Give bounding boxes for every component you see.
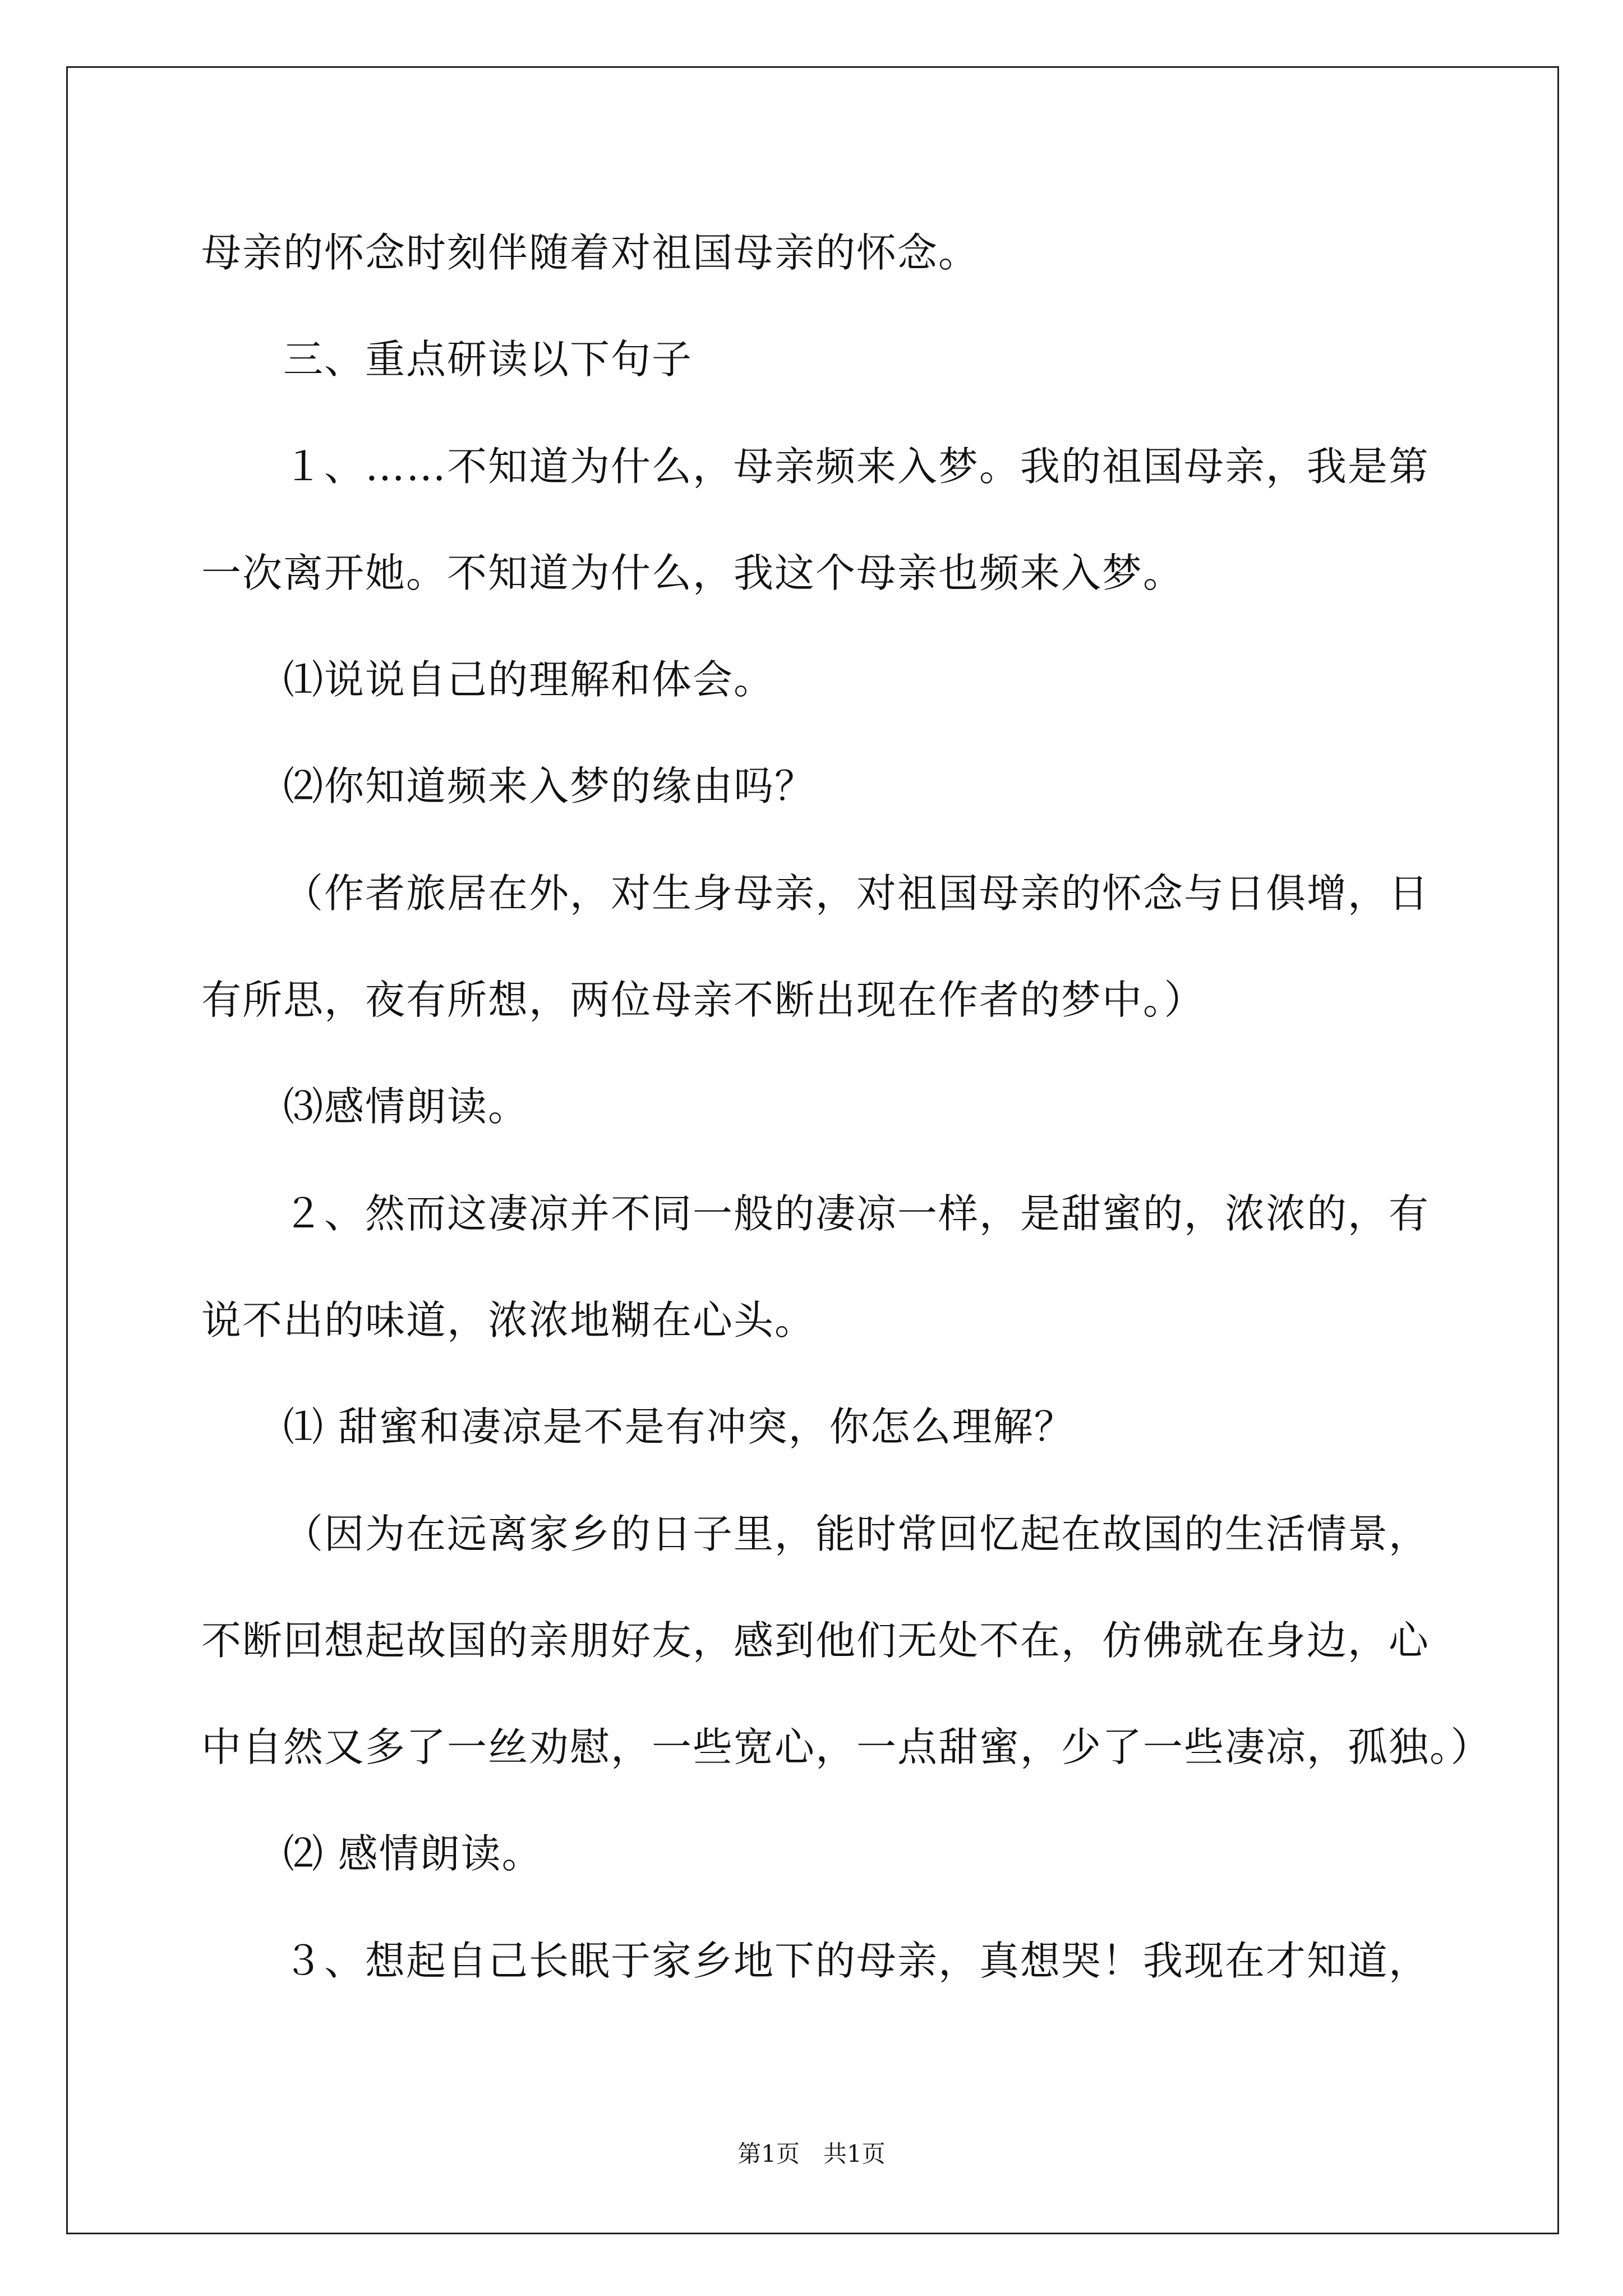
text-line: 一次离开她。不知道为什么，我这个母亲也频来入梦。	[201, 549, 1184, 596]
answer-text: （作者旅居在外，对生身母亲，对祖国母亲的怀念与日俱增，日	[283, 869, 1430, 917]
text-line: 母亲的怀念时刻伴随着对祖国母亲的怀念。	[201, 229, 980, 276]
answer-text: 有所思，夜有所想，两位母亲不断出现在作者的梦中。）	[201, 977, 1205, 1024]
question-item: ⑴说说自己的理解和体会。	[283, 656, 775, 703]
question-item: ⑵你知道频来入梦的缘由吗？	[283, 763, 816, 810]
question-item: ⑶感情朗读。	[283, 1083, 529, 1130]
answer-text: 中自然又多了一丝劝慰，一些宽心，一点甜蜜，少了一些凄凉，孤独。）	[201, 1724, 1492, 1771]
document-body	[201, 200, 1547, 2014]
text-line: 说不出的味道，浓浓地糊在心头。	[201, 1296, 816, 1343]
text-line: ３、想起自己长眠于家乡地下的母亲，真想哭！我现在才知道，	[283, 1937, 1430, 1984]
question-item: ⑵ 感情朗读。	[283, 1830, 543, 1878]
section-heading: 三、重点研读以下句子	[283, 336, 693, 383]
text-line: １、……不知道为什么，母亲频来入梦。我的祖国母亲，我是第	[283, 443, 1430, 490]
footer-page-number: 第1页 共1页	[737, 2140, 886, 2168]
text-line: ２、然而这凄凉并不同一般的凄凉一样，是甜蜜的，浓浓的，有	[283, 1190, 1430, 1237]
answer-text: 不断回想起故国的亲朋好友，感到他们无处不在，仿佛就在身边，心	[201, 1617, 1430, 1664]
answer-text: （因为在远离家乡的日子里，能时常回忆起在故国的生活情景，	[283, 1510, 1430, 1557]
question-item: ⑴ 甜蜜和凄凉是不是有冲突，你怎么理解？	[283, 1404, 1075, 1451]
